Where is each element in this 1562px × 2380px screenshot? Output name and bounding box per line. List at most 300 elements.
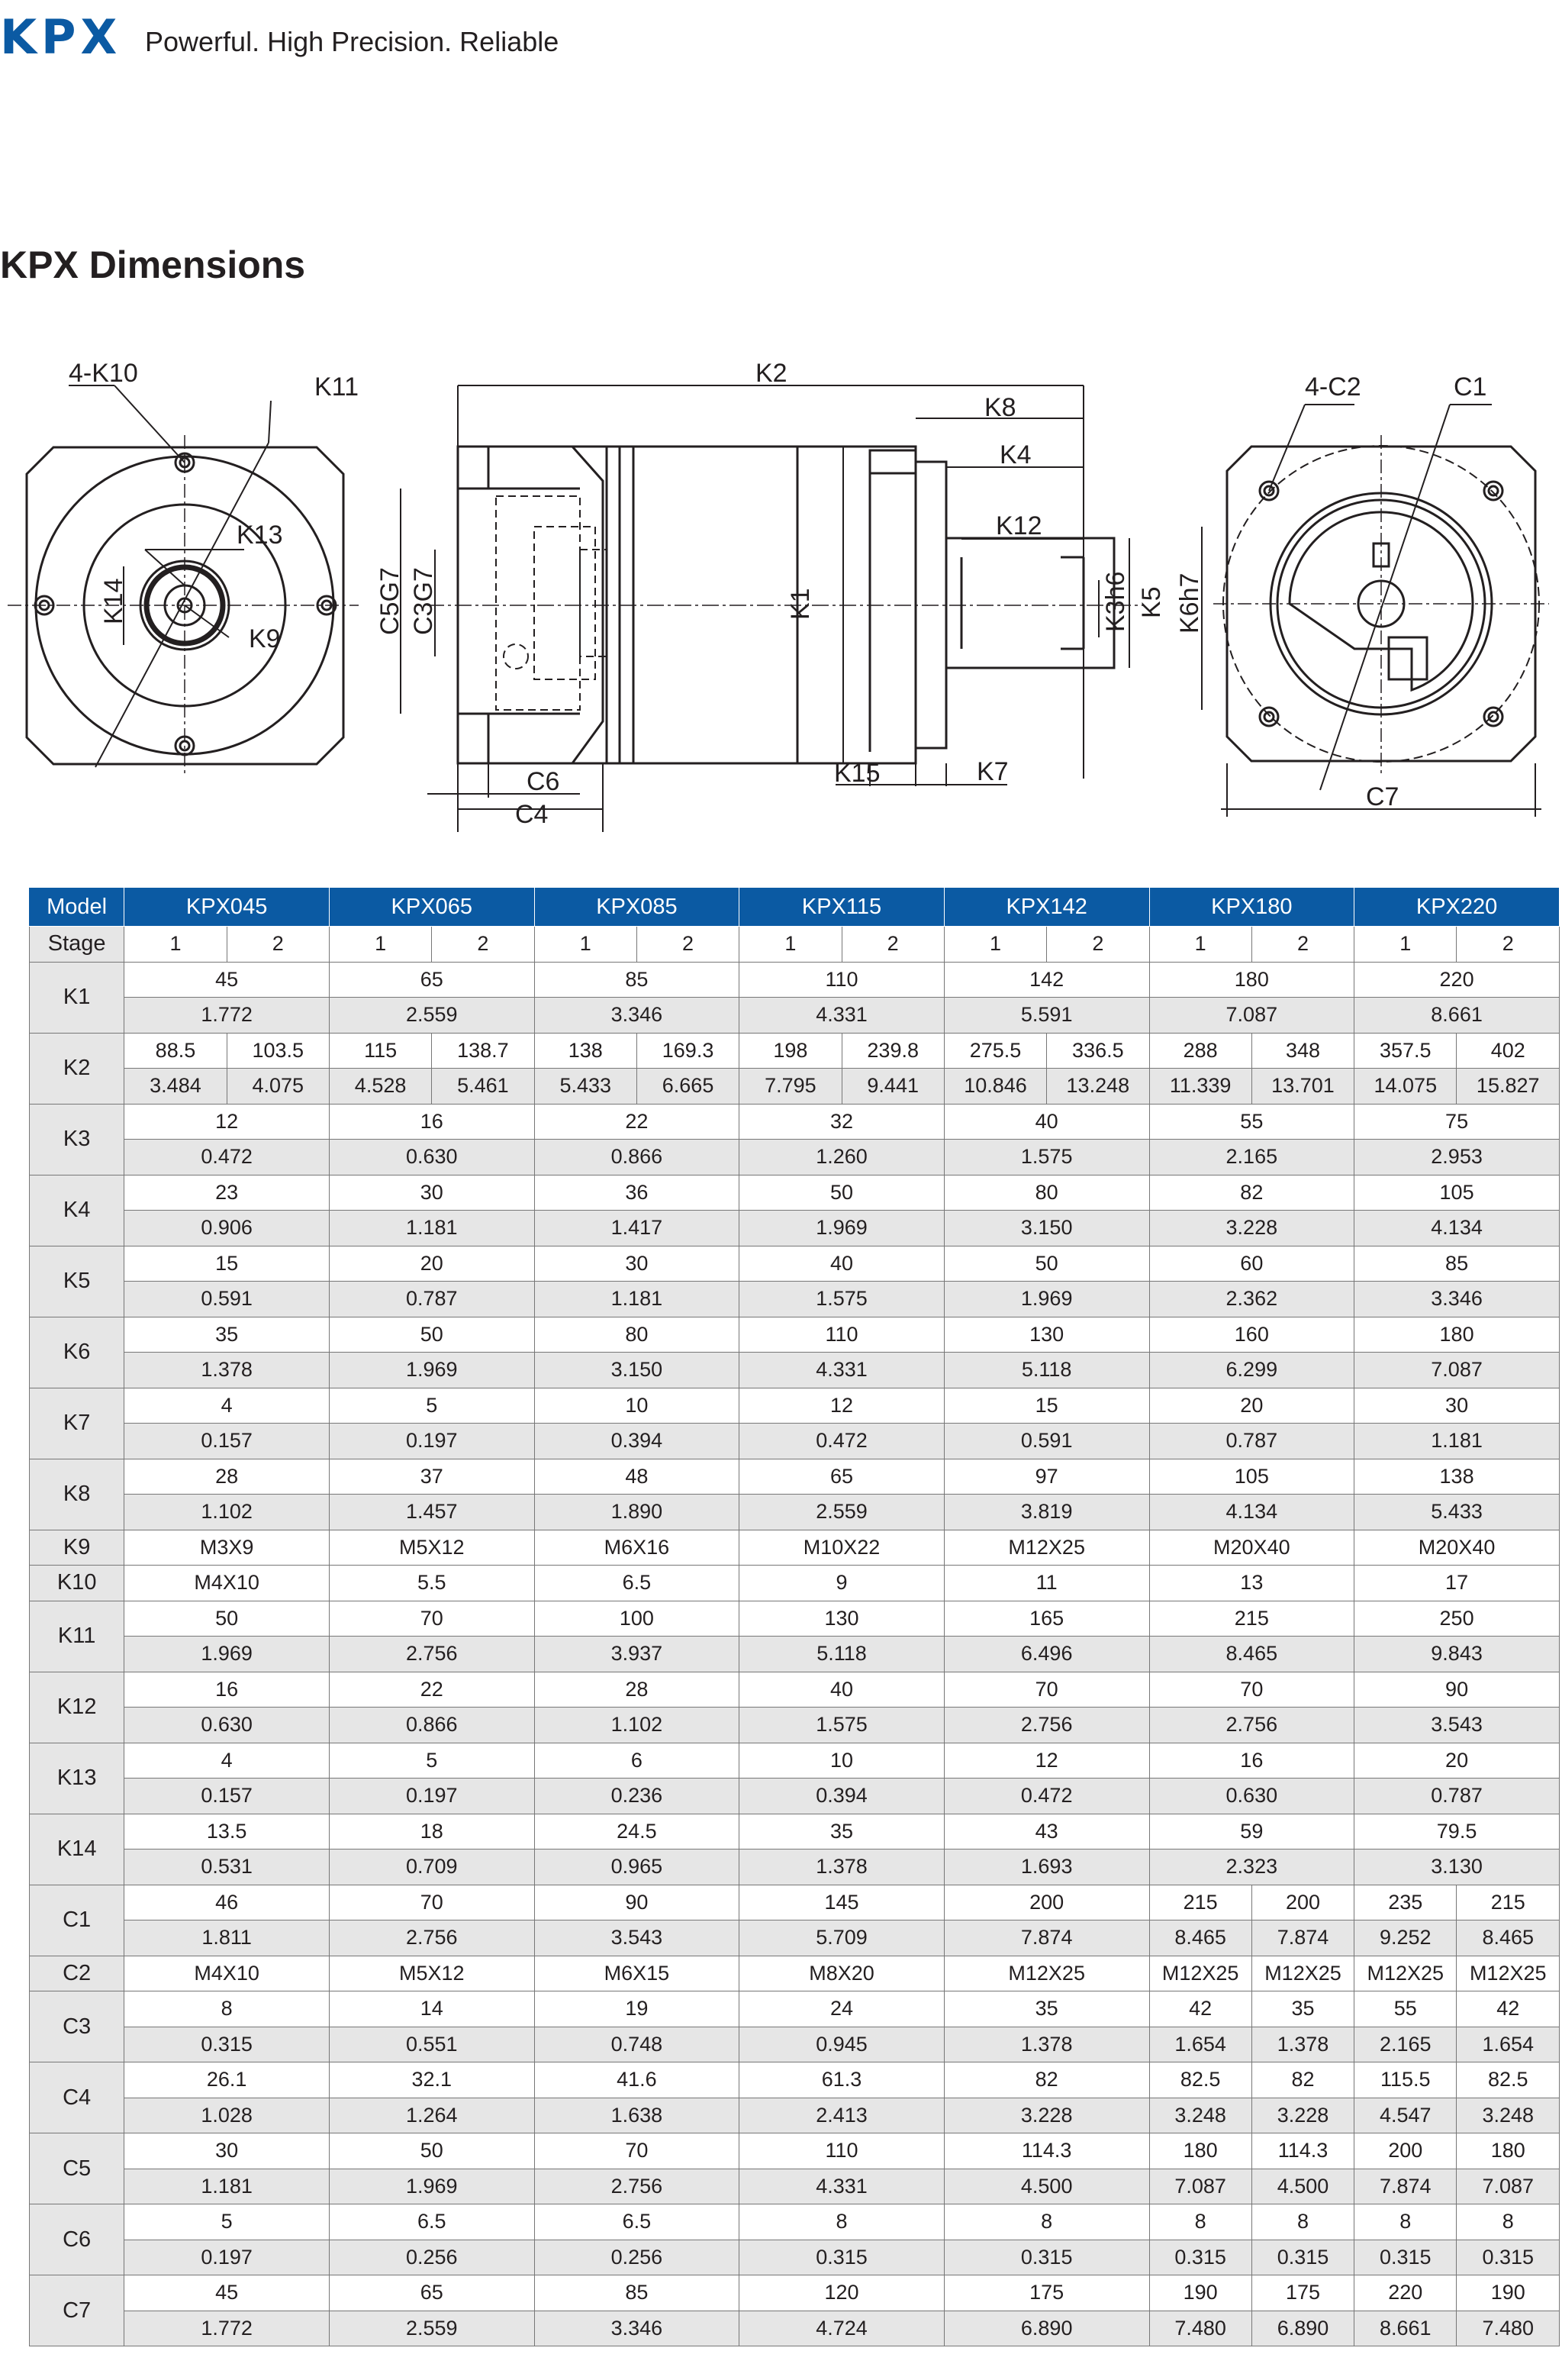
table-cell: 35 [1251, 1991, 1354, 2027]
table-cell: 5.5 [329, 1566, 534, 1601]
table-cell: 85 [1354, 1246, 1560, 1282]
table-cell: 43 [944, 1814, 1149, 1849]
table-cell: 1.654 [1149, 2027, 1251, 2062]
table-cell: 0.157 [124, 1779, 330, 1814]
table-cell: 3.543 [534, 1920, 739, 1956]
table-row [30, 2098, 1560, 2133]
table-row [30, 2311, 1560, 2346]
table-row [30, 1637, 1560, 1672]
table-cell: 3.150 [534, 1353, 739, 1388]
table-cell: 175 [1251, 2275, 1354, 2311]
table-cell: 0.394 [534, 1424, 739, 1459]
table-cell: 9 [739, 1566, 945, 1601]
table-cell: 2.559 [329, 998, 534, 1034]
table-row [30, 1495, 1560, 1530]
table-row [30, 1317, 1560, 1353]
table-cell: 200 [1354, 2133, 1457, 2169]
table-cell: M20X40 [1354, 1530, 1560, 1566]
table-cell: 1.772 [124, 2311, 330, 2346]
model-header-cell: KPX085 [534, 888, 739, 927]
label-c2: 4-C2 [1305, 372, 1361, 402]
row-label: K8 [30, 1459, 124, 1530]
table-cell: M12X25 [1251, 1956, 1354, 1991]
table-cell: 0.787 [1149, 1424, 1354, 1459]
table-cell: 55 [1149, 1104, 1354, 1140]
table-cell: 0.866 [534, 1140, 739, 1175]
table-cell: 4.331 [739, 1353, 945, 1388]
table-cell: 6.890 [944, 2311, 1149, 2346]
table-cell: 41.6 [534, 2062, 739, 2098]
table-cell: 4.075 [227, 1069, 329, 1105]
table-cell: 0.315 [1457, 2240, 1560, 2275]
table-cell: 2.559 [329, 2311, 534, 2346]
table-cell: 5 [124, 2204, 330, 2240]
table-cell: M5X12 [329, 1956, 534, 1991]
table-row [30, 1530, 1560, 1566]
table-cell: 1.260 [739, 1140, 945, 1175]
table-cell: 4.331 [739, 998, 945, 1034]
row-label: C7 [30, 2275, 124, 2346]
label-c3: C3G7 [409, 567, 438, 635]
table-cell: 138 [534, 1033, 636, 1069]
table-cell: M6X16 [534, 1530, 739, 1566]
table-cell: M12X25 [1149, 1956, 1251, 1991]
table-row [30, 1566, 1560, 1601]
table-cell: 0.197 [124, 2240, 330, 2275]
row-label: K7 [30, 1388, 124, 1459]
table-cell: 82 [944, 2062, 1149, 2098]
table-cell: 14 [329, 1991, 534, 2027]
table-row [30, 1353, 1560, 1388]
table-cell: 3.937 [534, 1637, 739, 1672]
table-cell: 1.654 [1457, 2027, 1560, 2062]
table-cell: 50 [739, 1175, 945, 1211]
label-k14: K14 [99, 578, 128, 624]
table-row [30, 1920, 1560, 1956]
table-cell: 1.181 [124, 2169, 330, 2204]
label-k6: K6h7 [1175, 572, 1204, 634]
table-cell: 1.181 [329, 1211, 534, 1246]
label-c4: C4 [515, 800, 549, 829]
model-header-cell: KPX142 [944, 888, 1149, 927]
table-cell: 215 [1457, 1885, 1560, 1920]
row-label: C2 [30, 1956, 124, 1991]
table-cell: M8X20 [739, 1956, 945, 1991]
table-cell: M4X10 [124, 1566, 330, 1601]
table-cell: 0.315 [739, 2240, 945, 2275]
table-cell: 46 [124, 1885, 330, 1920]
table-cell: 7.087 [1149, 2169, 1251, 2204]
table-cell: 2.756 [329, 1637, 534, 1672]
table-cell: 40 [739, 1672, 945, 1708]
table-cell: 22 [534, 1104, 739, 1140]
table-cell: 1.969 [124, 1637, 330, 1672]
table-cell: 13.248 [1047, 1069, 1149, 1105]
table-row [30, 1743, 1560, 1779]
table-cell: 190 [1149, 2275, 1251, 2311]
table-cell: 3.346 [534, 998, 739, 1034]
table-cell: M12X25 [1354, 1956, 1457, 1991]
table-cell: 5.433 [1354, 1495, 1560, 1530]
table-cell: 8 [124, 1991, 330, 2027]
row-label: C6 [30, 2204, 124, 2275]
table-row [30, 2240, 1560, 2275]
table-cell: 2.559 [739, 1495, 945, 1530]
table-row [30, 1140, 1560, 1175]
table-cell: 3.484 [124, 1069, 227, 1105]
label-k2: K2 [755, 359, 787, 388]
table-cell: 7.480 [1149, 2311, 1251, 2346]
table-cell: 8.465 [1457, 1920, 1560, 1956]
table-cell: 7.087 [1457, 2169, 1560, 2204]
label-k7: K7 [977, 757, 1009, 786]
table-cell: 130 [739, 1601, 945, 1637]
table-row [30, 962, 1560, 998]
table-cell: 1.102 [124, 1495, 330, 1530]
table-cell: 1.378 [1251, 2027, 1354, 2062]
label-k5: K5 [1137, 586, 1166, 618]
table-row [30, 1779, 1560, 1814]
table-cell: 82 [1149, 1175, 1354, 1211]
row-label: K9 [30, 1530, 124, 1566]
table-cell: 1.264 [329, 2098, 534, 2133]
table-cell: 160 [1149, 1317, 1354, 1353]
table-cell: 0.315 [944, 2240, 1149, 2275]
stage-label: Stage [30, 927, 124, 963]
stage-cell: 1 [534, 927, 636, 963]
table-cell: 70 [534, 2133, 739, 2169]
table-cell: 5.591 [944, 998, 1149, 1034]
table-cell: 100 [534, 1601, 739, 1637]
table-cell: 1.638 [534, 2098, 739, 2133]
table-row [30, 1424, 1560, 1459]
stage-cell: 2 [432, 927, 534, 963]
table-row [30, 2275, 1560, 2311]
row-label: K6 [30, 1317, 124, 1388]
table-cell: 0.709 [329, 1849, 534, 1885]
table-cell: 70 [329, 1885, 534, 1920]
table-cell: 1.969 [329, 2169, 534, 2204]
table-cell: 6.890 [1251, 2311, 1354, 2346]
table-cell: 30 [329, 1175, 534, 1211]
table-cell: 115 [329, 1033, 431, 1069]
table-cell: 0.472 [944, 1779, 1149, 1814]
row-label: C1 [30, 1885, 124, 1956]
table-cell: 8 [944, 2204, 1149, 2240]
table-row [30, 998, 1560, 1034]
table-cell: 10.846 [944, 1069, 1046, 1105]
table-cell: 9.441 [842, 1069, 944, 1105]
table-cell: M6X15 [534, 1956, 739, 1991]
table-cell: 7.480 [1457, 2311, 1560, 2346]
table-cell: 1.811 [124, 1920, 330, 1956]
table-cell: 82.5 [1457, 2062, 1560, 2098]
table-cell: 0.315 [1149, 2240, 1251, 2275]
table-cell: 60 [1149, 1246, 1354, 1282]
label-c5: C5G7 [375, 567, 404, 635]
table-cell: 4.528 [329, 1069, 431, 1105]
table-cell: 9.252 [1354, 1920, 1457, 1956]
table-cell: 26.1 [124, 2062, 330, 2098]
row-label: C5 [30, 2133, 124, 2204]
table-cell: 190 [1457, 2275, 1560, 2311]
table-cell: 2.953 [1354, 1140, 1560, 1175]
table-cell: 2.165 [1354, 2027, 1457, 2062]
table-cell: 80 [534, 1317, 739, 1353]
label-k12: K12 [996, 511, 1042, 540]
table-cell: 90 [534, 1885, 739, 1920]
table-cell: 105 [1354, 1175, 1560, 1211]
table-cell: 4 [124, 1388, 330, 1424]
table-cell: 200 [944, 1885, 1149, 1920]
table-cell: 20 [1354, 1743, 1560, 1779]
stage-cell: 1 [1149, 927, 1251, 963]
table-cell: 2.756 [534, 2169, 739, 2204]
table-cell: 75 [1354, 1104, 1560, 1140]
table-cell: 0.906 [124, 1211, 330, 1246]
table-cell: 35 [944, 1991, 1149, 2027]
table-cell: 0.787 [1354, 1779, 1560, 1814]
row-label: K3 [30, 1104, 124, 1175]
table-cell: 4.724 [739, 2311, 945, 2346]
table-cell: 23 [124, 1175, 330, 1211]
output-flange-view [1213, 405, 1549, 817]
label-k9: K9 [249, 624, 281, 653]
table-cell: 1.772 [124, 998, 330, 1034]
table-cell: M5X12 [329, 1530, 534, 1566]
table-cell: 0.787 [329, 1282, 534, 1317]
label-k8: K8 [984, 393, 1016, 422]
table-cell: 6.299 [1149, 1353, 1354, 1388]
brand-logo: KPX [0, 9, 122, 65]
table-cell: 3.228 [1149, 1211, 1354, 1246]
table-cell: 24 [739, 1991, 945, 2027]
table-cell: 7.874 [1251, 1920, 1354, 1956]
table-cell: 0.256 [534, 2240, 739, 2275]
table-cell: 3.130 [1354, 1849, 1560, 1885]
label-k15: K15 [834, 759, 881, 788]
table-cell: 1.693 [944, 1849, 1149, 1885]
table-cell: 59 [1149, 1814, 1354, 1849]
table-cell: 1.969 [944, 1282, 1149, 1317]
stage-cell: 2 [842, 927, 944, 963]
row-label: K4 [30, 1175, 124, 1246]
table-cell: 97 [944, 1459, 1149, 1495]
table-cell: 1.181 [1354, 1424, 1560, 1459]
table-cell: 36 [534, 1175, 739, 1211]
stage-cell: 1 [1354, 927, 1457, 963]
table-cell: 24.5 [534, 1814, 739, 1849]
row-label: K13 [30, 1743, 124, 1814]
table-cell: 8 [1457, 2204, 1560, 2240]
stage-cell: 2 [1047, 927, 1149, 963]
table-cell: 18 [329, 1814, 534, 1849]
table-cell: 1.378 [739, 1849, 945, 1885]
label-k11: K11 [314, 372, 359, 402]
table-cell: 8.661 [1354, 998, 1560, 1034]
table-cell: 110 [739, 2133, 945, 2169]
table-cell: 4.134 [1354, 1211, 1560, 1246]
row-label: K1 [30, 962, 124, 1033]
table-cell: 8 [1251, 2204, 1354, 2240]
table-cell: 110 [739, 1317, 945, 1353]
row-label: K14 [30, 1814, 124, 1885]
label-k13: K13 [237, 521, 283, 550]
model-header-cell: KPX065 [329, 888, 534, 927]
table-cell: 70 [1149, 1672, 1354, 1708]
model-header-cell: KPX115 [739, 888, 945, 927]
table-cell: 142 [944, 962, 1149, 998]
table-cell: 6.5 [534, 2204, 739, 2240]
table-cell: 4.547 [1354, 2098, 1457, 2133]
row-label: C3 [30, 1991, 124, 2062]
table-cell: 6.5 [534, 1566, 739, 1601]
table-cell: 65 [329, 962, 534, 998]
table-cell: 13 [1149, 1566, 1354, 1601]
table-cell: 3.346 [534, 2311, 739, 2346]
label-k4: K4 [1000, 440, 1032, 469]
table-cell: 0.531 [124, 1849, 330, 1885]
table-cell: 14.075 [1354, 1069, 1457, 1105]
table-cell: 235 [1354, 1885, 1457, 1920]
table-header-row [30, 888, 1560, 927]
model-header-label: Model [30, 888, 124, 927]
row-label: K10 [30, 1566, 124, 1601]
table-cell: 198 [739, 1033, 842, 1069]
model-header-cell: KPX045 [124, 888, 330, 927]
table-cell: 7.795 [739, 1069, 842, 1105]
table-row [30, 1991, 1560, 2027]
table-cell: 10 [534, 1388, 739, 1424]
table-cell: 0.866 [329, 1708, 534, 1743]
row-label: K5 [30, 1246, 124, 1317]
table-cell: 16 [1149, 1743, 1354, 1779]
table-cell: 30 [534, 1246, 739, 1282]
table-cell: 1.378 [124, 1353, 330, 1388]
row-label: K11 [30, 1601, 124, 1672]
dimensions-table [29, 887, 1560, 2346]
table-cell: 2.756 [944, 1708, 1149, 1743]
table-cell: 17 [1354, 1566, 1560, 1601]
table-cell: 42 [1149, 1991, 1251, 2027]
table-cell: 0.591 [124, 1282, 330, 1317]
table-cell: 32 [739, 1104, 945, 1140]
table-cell: 4.500 [1251, 2169, 1354, 2204]
table-cell: 10 [739, 1743, 945, 1779]
table-cell: 1.969 [739, 1211, 945, 1246]
table-cell: 336.5 [1047, 1033, 1149, 1069]
stage-cell: 2 [1251, 927, 1354, 963]
table-cell: 3.346 [1354, 1282, 1560, 1317]
table-row [30, 1459, 1560, 1495]
table-cell: 130 [944, 1317, 1149, 1353]
table-cell: 3.248 [1149, 2098, 1251, 2133]
table-cell: 4 [124, 1743, 330, 1779]
table-cell: 11.339 [1149, 1069, 1251, 1105]
table-cell: 1.575 [739, 1708, 945, 1743]
stage-cell: 1 [124, 927, 227, 963]
label-c1: C1 [1454, 372, 1487, 402]
table-cell: 15 [944, 1388, 1149, 1424]
table-cell: 0.394 [739, 1779, 945, 1814]
table-cell: 90 [1354, 1672, 1560, 1708]
table-cell: 3.248 [1457, 2098, 1560, 2133]
table-cell: 5.461 [432, 1069, 534, 1105]
table-cell: 3.819 [944, 1495, 1149, 1530]
table-row [30, 1211, 1560, 1246]
label-k1: K1 [786, 588, 815, 620]
table-cell: 1.457 [329, 1495, 534, 1530]
table-cell: 180 [1457, 2133, 1560, 2169]
table-cell: 2.323 [1149, 1849, 1354, 1885]
table-cell: 40 [739, 1246, 945, 1282]
table-cell: 8.465 [1149, 1637, 1354, 1672]
table-cell: 12 [944, 1743, 1149, 1779]
table-row [30, 1601, 1560, 1637]
table-cell: 16 [329, 1104, 534, 1140]
table-cell: 5 [329, 1743, 534, 1779]
table-cell: 55 [1354, 1991, 1457, 2027]
table-cell: 114.3 [944, 2133, 1149, 2169]
table-cell: 6.496 [944, 1637, 1149, 1672]
table-cell: 1.102 [534, 1708, 739, 1743]
table-cell: 7.874 [944, 1920, 1149, 1956]
table-row [30, 1033, 1560, 1069]
table-cell: 5.709 [739, 1920, 945, 1956]
table-cell: 110 [739, 962, 945, 998]
table-row [30, 1885, 1560, 1920]
table-cell: 19 [534, 1991, 739, 2027]
table-cell: 0.965 [534, 1849, 739, 1885]
table-cell: 1.890 [534, 1495, 739, 1530]
table-cell: 1.028 [124, 2098, 330, 2133]
table-cell: 5.118 [944, 1353, 1149, 1388]
table-cell: 7.874 [1354, 2169, 1457, 2204]
table-cell: 12 [124, 1104, 330, 1140]
table-cell: 5.433 [534, 1069, 636, 1105]
table-cell: 115.5 [1354, 2062, 1457, 2098]
table-cell: 2.756 [329, 1920, 534, 1956]
table-cell: 3.228 [944, 2098, 1149, 2133]
table-cell: 348 [1251, 1033, 1354, 1069]
table-cell: 103.5 [227, 1033, 329, 1069]
stage-cell: 1 [329, 927, 431, 963]
table-cell: 0.197 [329, 1779, 534, 1814]
table-cell: 0.197 [329, 1424, 534, 1459]
table-cell: 0.472 [124, 1140, 330, 1175]
table-cell: 215 [1149, 1601, 1354, 1637]
table-cell: M20X40 [1149, 1530, 1354, 1566]
table-row [30, 2204, 1560, 2240]
row-label: K2 [30, 1033, 124, 1104]
table-row [30, 1708, 1560, 1743]
table-cell: 180 [1149, 962, 1354, 998]
table-cell: 2.756 [1149, 1708, 1354, 1743]
table-cell: 220 [1354, 2275, 1457, 2311]
table-cell: 61.3 [739, 2062, 945, 2098]
table-cell: 88.5 [124, 1033, 227, 1069]
table-cell: 37 [329, 1459, 534, 1495]
table-cell: 65 [739, 1459, 945, 1495]
table-cell: 0.630 [124, 1708, 330, 1743]
table-cell: 239.8 [842, 1033, 944, 1069]
table-row [30, 1849, 1560, 1885]
table-cell: 0.236 [534, 1779, 739, 1814]
table-cell: 3.228 [1251, 2098, 1354, 2133]
table-cell: 82.5 [1149, 2062, 1251, 2098]
table-cell: 80 [944, 1175, 1149, 1211]
table-cell: 6 [534, 1743, 739, 1779]
